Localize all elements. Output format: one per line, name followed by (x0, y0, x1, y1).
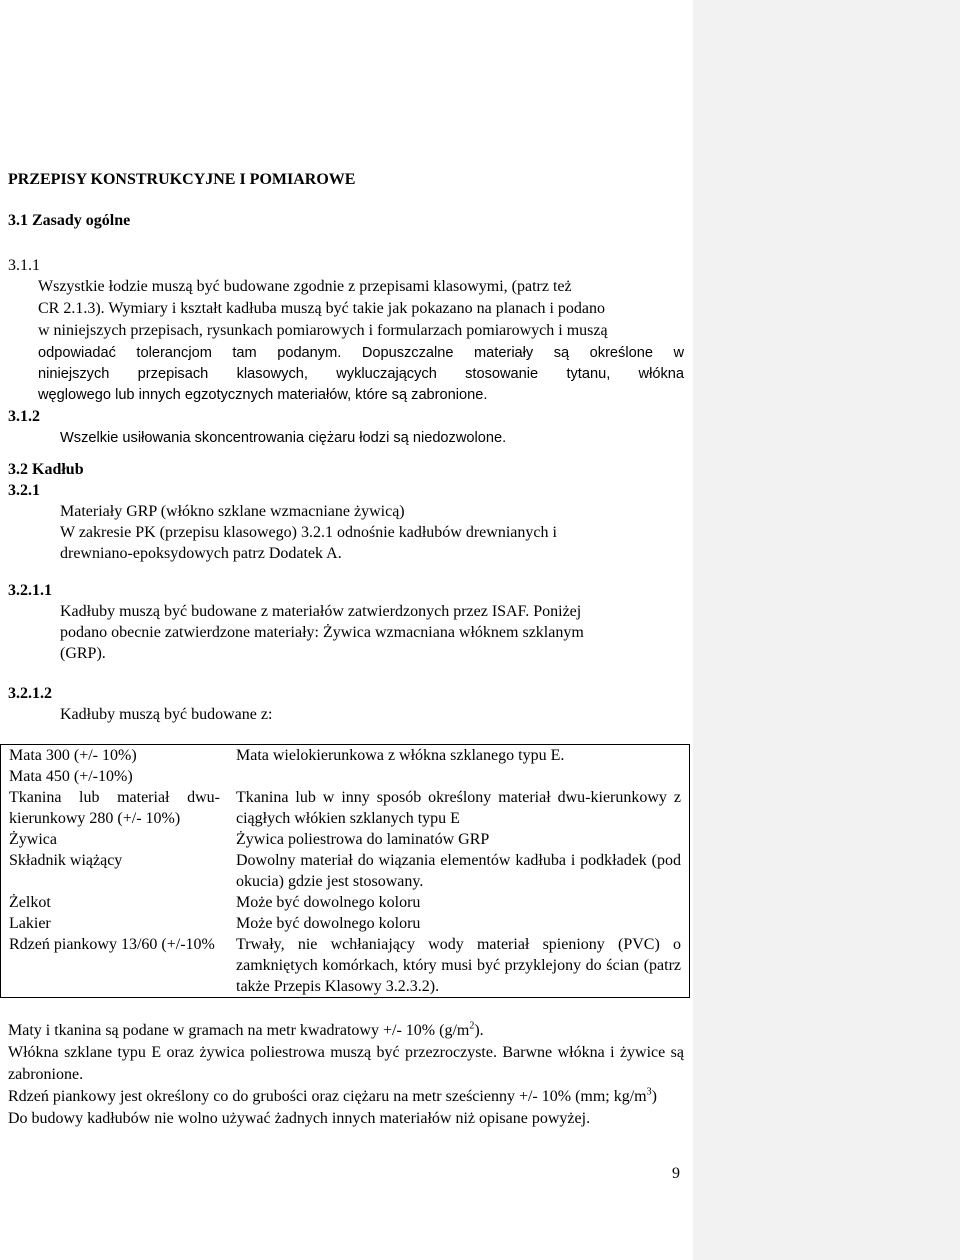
table-cell-description: Może być dowolnego koloru (228, 913, 690, 934)
section-3-2-1-line: Materiały GRP (włókno szklane wzmacniane żywicą) (60, 503, 405, 520)
note-1-end: ). (474, 1022, 484, 1039)
section-3-1-title: 3.1 Zasady ogólne (8, 212, 131, 229)
table-cell-material: Żywica (1, 829, 229, 850)
comment-sidebar (693, 0, 960, 1260)
note-4: Do budowy kadłubów nie wolno używać żadnych innych materiałów niż opisane powyżej. (8, 1110, 591, 1127)
table-cell-description (228, 766, 690, 787)
table-cell-material: Rdzeń piankowy 13/60 (+/-10% (1, 934, 229, 998)
section-3-1-2-number: 3.1.2 (8, 408, 40, 425)
section-3-2-1-2-text: Kadłuby muszą być budowane z: (60, 706, 273, 723)
section-3-2-1-1-line: Kadłuby muszą być budowane z materiałów zatwierdzonych przez ISAF. Poniżej (60, 603, 582, 620)
table-row (1, 934, 690, 998)
table-cell-material: Żelkot (1, 892, 229, 913)
table-row (1, 766, 690, 787)
section-3-2-1-line: drewniano-epoksydowych patrz Dodatek A. (60, 545, 342, 562)
note-line (8, 1020, 684, 1042)
note-1-superscript: 2 (469, 1020, 475, 1032)
page-number: 9 (672, 1165, 680, 1182)
materials-table (0, 744, 690, 998)
note-3-text: Rdzeń piankowy jest określony co do grubości oraz ciężaru na metr sześcienny +/- 10% (mm; kg/m (8, 1088, 647, 1105)
section-3-2-1-1-number: 3.2.1.1 (8, 582, 52, 599)
table-cell-material: Mata 450 (+/-10%) (1, 766, 229, 787)
table-row (1, 829, 690, 850)
document-heading: PRZEPISY KONSTRUKCYJNE I POMIAROWE (8, 171, 356, 188)
section-3-1-1-line: niniejszych przepisach klasowych, wykluczających stosowanie tytanu, włókna (38, 366, 684, 382)
table-cell-description: Trwały, nie wchłaniający wody materiał spieniony (PVC) o zamkniętych komórkach, który musi być przyklejony do ścian (patrz także Przepis Klasowy 3.2.3.2). (228, 934, 690, 998)
table-cell-material: Składnik wiążący (1, 850, 229, 892)
table-row (1, 787, 690, 829)
section-3-1-1-line: węglowego lub innych egzotycznych materiałów, które są zabronione. (38, 387, 488, 403)
note-2: Włókna szklane typu E oraz żywica poliestrowa muszą być przezroczyste. Barwne włókna i żywice są zabronione. (8, 1044, 684, 1083)
table-cell-description: Dowolny materiał do wiązania elementów kadłuba i podkładek (pod okucia) gdzie jest stosowany. (228, 850, 690, 892)
note-3-superscript: 3 (646, 1086, 652, 1098)
notes-block (8, 1020, 684, 1130)
table-cell-description: Może być dowolnego koloru (228, 892, 690, 913)
section-3-2-1-2-number: 3.2.1.2 (8, 685, 52, 702)
note-1-text: Maty i tkanina są podane w gramach na metr kwadratowy +/- 10% (g/m (8, 1022, 470, 1039)
section-3-1-1-line: w niniejszych przepisach, rysunkach pomiarowych i formularzach pomiarowych i muszą (38, 322, 608, 339)
section-3-2-1-line: W zakresie PK (przepisu klasowego) 3.2.1 odnośnie kadłubów drewnianych i (60, 524, 557, 541)
table-cell-description: Mata wielokierunkowa z włókna szklanego typu E. (228, 745, 690, 767)
table-row (1, 850, 690, 892)
section-3-1-2-text: Wszelkie usiłowania skoncentrowania ciężaru łodzi są niedozwolone. (60, 430, 507, 446)
section-3-2-1-number: 3.2.1 (8, 482, 40, 499)
table-row (1, 745, 690, 767)
table-cell-material: Lakier (1, 913, 229, 934)
section-3-1-1-line: Wszystkie łodzie muszą być budowane zgodnie z przepisami klasowymi, (patrz też (38, 278, 572, 295)
table-row (1, 892, 690, 913)
table-cell-description: Żywica poliestrowa do laminatów GRP (228, 829, 690, 850)
section-3-2-1-1-line: (GRP). (60, 645, 106, 662)
section-3-1-1-line: CR 2.1.3). Wymiary i kształt kadłuba muszą być takie jak pokazano na planach i podano (38, 300, 606, 317)
table-cell-description: Tkanina lub w inny sposób określony materiał dwu-kierunkowy z ciągłych włókien szklanych typu E (228, 787, 690, 829)
section-3-1-1-line: odpowiadać tolerancjom tam podanym. Dopuszczalne materiały są określone w (38, 345, 684, 361)
note-line (8, 1086, 684, 1108)
table-cell-material: Tkanina lub materiał dwu-kierunkowy 280 (+/- 10%) (1, 787, 229, 829)
note-3-end: ) (651, 1088, 657, 1105)
section-3-1-1-number: 3.1.1 (8, 257, 40, 274)
section-3-2-1-1-line: podano obecnie zatwierdzone materiały: Żywica wzmacniana włóknem szklanym (60, 624, 584, 641)
table-row (1, 913, 690, 934)
section-3-2-title: 3.2 Kadłub (8, 461, 84, 478)
table-cell-material: Mata 300 (+/- 10%) (1, 745, 229, 767)
